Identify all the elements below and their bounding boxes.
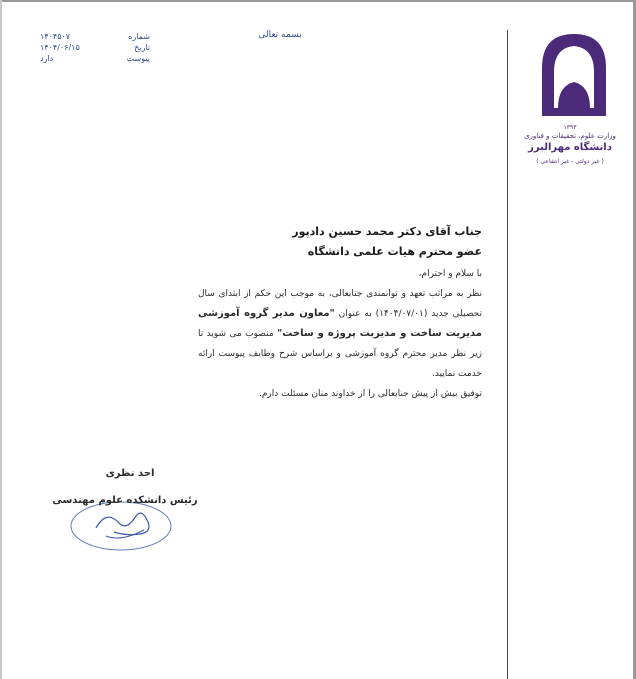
letter-body xyxy=(198,222,482,404)
logo-ministry-text: وزارت علوم، تحقیقات و فناوری xyxy=(524,132,616,140)
letter-meta xyxy=(40,32,150,65)
meta-value: ۱۴۰۴۵۰۷ xyxy=(40,32,71,41)
page-frame-top xyxy=(0,0,636,2)
recipient-name: جناب آقای دکتر محمد حسین دادپور xyxy=(292,225,482,238)
meta-row-number xyxy=(40,32,150,43)
meta-row-date xyxy=(40,43,150,54)
meta-label: تاریخ xyxy=(134,43,150,52)
body-paragraph xyxy=(198,284,482,384)
logo-year: ۱۳۹۳ xyxy=(563,124,577,131)
meta-label: پیوست xyxy=(126,54,150,63)
page-frame-left xyxy=(0,0,2,679)
closing-line: توفیق بیش از پیش جنابعالی را از خداوند منان مسئلت دارم. xyxy=(259,389,482,399)
body-text-part2: منصوب می شوید تا زیر نظر مدیر محترم گروه آموزشی و براساس شرح وظایف پیوست ارائه خدمت نمایید. xyxy=(198,329,482,379)
meta-value: ۱۴۰۴/۰۶/۱۵ xyxy=(40,43,80,52)
body-text-part1: نظر به مراتب تعهد و توانمندی جنابعالی، به موجب این حکم از ابتدای سال تحصیلی جدید (۱۴۰۴/۰۷/۰۱) به عنوان xyxy=(198,289,482,319)
meta-row-attachment xyxy=(40,54,150,65)
meta-label: شماره xyxy=(128,32,150,41)
meta-value: دارد xyxy=(40,54,54,63)
sidebar-divider xyxy=(507,30,508,679)
appointment-position: "معاون مدیر گروه آموزشی مدیریت ساخت و مدیریت پروژه و ساخت" xyxy=(198,308,482,339)
logo-university-name: دانشگاه مهرالبرز xyxy=(528,142,612,153)
university-logo-icon xyxy=(534,28,614,120)
greeting: با سلام و احترام، xyxy=(418,269,482,279)
logo-note: ( غیر دولتی - غیر انتفاعی ) xyxy=(536,158,604,165)
recipient-title: عضو محترم هیات علمی دانشگاه xyxy=(307,245,482,258)
signer-name: احد نظری xyxy=(105,468,155,479)
signer-title: رئیس دانشکده علوم مهندسی xyxy=(52,495,198,506)
invocation-heading: بسمه تعالی xyxy=(258,30,302,40)
